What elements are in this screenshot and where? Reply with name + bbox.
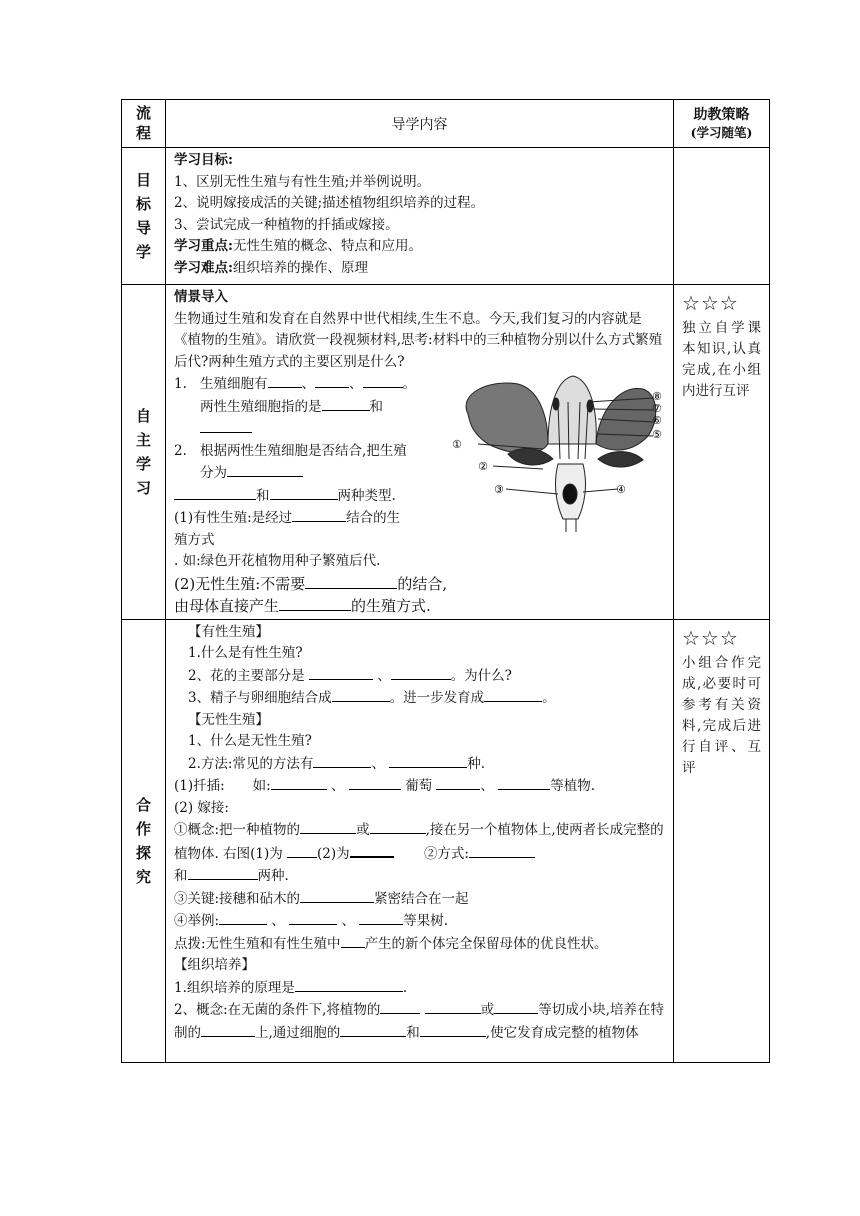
figure-label: ⑥ (652, 414, 662, 427)
figure-label: ① (452, 438, 462, 451)
tissue-title: 【组织培养】 (174, 957, 255, 973)
goal-item: 1、区别无性生殖与有性生殖;并举例说明。 (174, 173, 431, 190)
coop-note: 小组合作完成,必要时可参考有关资料,完成后进行自评、互评 (682, 654, 761, 776)
goal-item: 3、尝试完成一种植物的扦插或嫁接。 (174, 216, 399, 233)
self-study-note: 独立自学课本知识,认真完成,在小组内进行互评 (682, 320, 761, 399)
goals-title: 学习目标: (174, 152, 233, 168)
sexual-def-end: 殖方式 (174, 531, 215, 548)
question-1: 1. 生殖细胞有 、 、 。 (174, 373, 436, 396)
sexual-q1: 1.什么是有性生殖? (188, 645, 303, 661)
figure-label: ⑤ (652, 428, 662, 441)
asexual-title: 【无性生殖】 (188, 711, 269, 728)
header-content: 导学内容 (166, 100, 674, 148)
figure-label: ⑦ (652, 402, 662, 415)
difficult-point: 学习难点:组织培养的操作、原理 (174, 259, 368, 276)
key-point: 学习重点:无性生殖的概念、特点和应用。 (174, 238, 422, 254)
figure-label: ④ (616, 483, 626, 496)
asexual-def-2: 由母体直接产生 的生殖方式. (174, 596, 431, 615)
coop-notes (674, 619, 770, 1062)
coop-content: 【有性生殖】 1.什么是有性生殖? 2、花的主要部分是 、 。为什么? 3、精子与卵细胞结合成 。进一步发育成 。 【无性生殖】 1、什么是无性生殖? 2.方法:常见的方法有 、 种. (1)扦插: 如: 、 葡萄 、 等植物. (2) 嫁接: ①概念:把一种植物的 或 ,接在另一个植物体上,使两者长成完整的植物体. 右图(1)为 (2)为 ②方式: 和 两种. ③关键:接穗和砧木的 紧密结合在一起 ④举例: 、 、 等果树. 点拨:无性生殖和有性生殖中 产生的新个体完全保留母体的优良性状。 【组织培养】 1.组织培养的原理是 . 2、概念:在无菌的条件下,将植物的 或 等切成小块,培养在特制的 上,通过细胞的 和 ,使它发育成完整的植物体 (166, 619, 674, 1062)
flow-coop: 合作探究 (122, 619, 166, 1062)
graft-title: (2) 嫁接: (174, 799, 229, 816)
intro-text: 生物通过生殖和发育在自然界中世代相续,生生不息。今天,我们复习的内容就是《植物的生殖》。请欣赏一段视频材料,思考:材料中的三种植物分别以什么方式繁殖后代?两种生殖方式的主要区别是什么? (174, 310, 663, 370)
asexual-def: (2)无性生殖:不需要 的结合, (174, 574, 448, 593)
rating-stars: ☆☆☆ (682, 625, 739, 650)
asexual-q1: 1、什么是无性生殖? (188, 733, 312, 749)
flow-self-study: 自主学习 (122, 285, 166, 620)
figure-label: ② (478, 460, 488, 473)
intro-title: 情景导入 (174, 289, 228, 305)
sexual-def: (1)有性生殖:是经过 结合的生 (174, 507, 436, 530)
self-study-content: 情景导入 生物通过生殖和发育在自然界中世代相续,生生不息。今天,我们复习的内容就是《植物的生殖》。请欣赏一段视频材料,思考:材料中的三种植物分别以什么方式繁殖后代?两种生殖方式的主要区别是什么? 1. 生殖细胞有 、 、 。 两性生殖细胞指的是 和 2. 根据两性生殖细胞是否结合,把生殖 分为 和 两种类型. (1)有性生殖:是经过 结合的生 殖方式 . 如:绿色开花植物用种子繁殖后代. (2)无性生殖:不需要 的结合, 由母体直接产生 的生殖方式. (166, 285, 674, 620)
question-1b: 两性生殖细胞指的是 和 (174, 396, 436, 419)
goals-content (166, 148, 674, 285)
goal-item: 2、说明嫁接成活的关键;描述植物组织培养的过程。 (174, 195, 485, 211)
question-2: 2. 根据两性生殖细胞是否结合,把生殖 (174, 442, 407, 459)
header-strategy: 助教策略 (学习随笔) (674, 100, 770, 148)
figure-label: ③ (494, 483, 504, 496)
self-study-notes (674, 285, 770, 620)
flower-diagram (448, 374, 676, 532)
study-guide-table (121, 99, 770, 1063)
rating-stars: ☆☆☆ (682, 291, 739, 315)
header-strategy-sub: (学习随笔) (690, 124, 753, 140)
sexual-title: 【有性生殖】 (188, 623, 269, 640)
header-flow: 流程 (122, 100, 166, 148)
goals-notes (674, 148, 770, 285)
flow-goals: 目标导学 (122, 148, 166, 285)
figure-label: ⑧ (652, 390, 662, 403)
sexual-example: . 如:绿色开花植物用种子繁殖后代. (174, 553, 381, 569)
